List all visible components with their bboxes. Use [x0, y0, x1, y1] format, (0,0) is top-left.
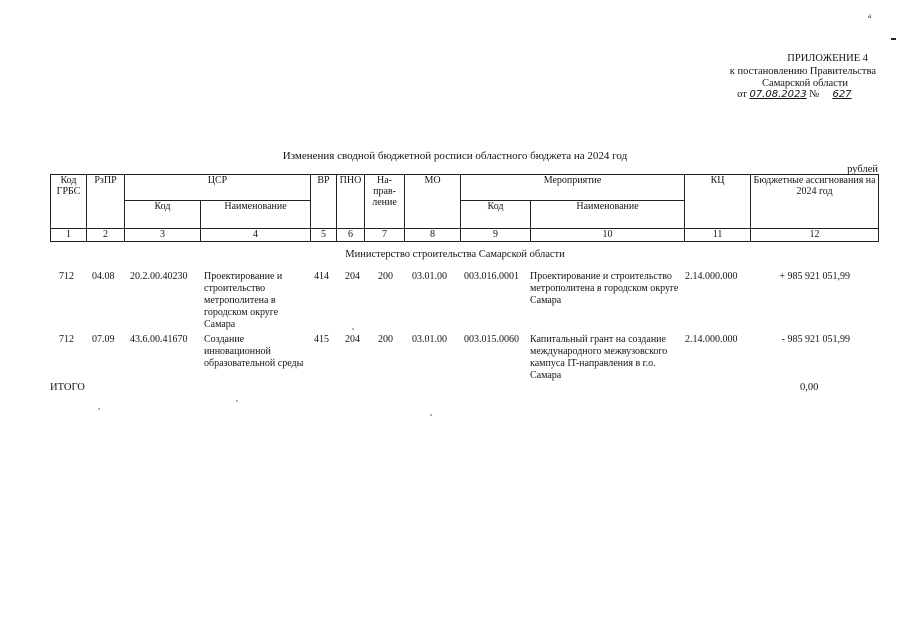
appendix-line2: к постановлению Правительства	[729, 66, 876, 77]
col-pno: ПНО	[337, 175, 365, 229]
cell-mo: 03.01.00	[412, 334, 447, 345]
col-number: 4	[201, 229, 311, 242]
unit-label: рублей	[847, 164, 878, 175]
cell-napr: 200	[378, 334, 393, 345]
col-csr-name: Наименование	[201, 201, 311, 229]
appendix-date-line	[737, 89, 862, 101]
cell-grbs: 712	[59, 271, 74, 282]
cell-mer-name: Проектирование и строительство метрополитена в городском округе Самара	[530, 271, 679, 306]
cell-csr-name: Создание инновационной образовательной среды	[204, 334, 304, 369]
col-budget: Бюджетные ассигнования на 2024 год	[751, 175, 879, 229]
scan-mark	[891, 38, 896, 40]
col-mo: МО	[405, 175, 461, 229]
col-number: 2	[87, 229, 125, 242]
scan-speck	[98, 408, 100, 410]
cell-vr: 415	[314, 334, 329, 345]
corner-mark: а	[868, 12, 872, 20]
col-number: 3	[125, 229, 201, 242]
col-number: 8	[405, 229, 461, 242]
col-number: 12	[751, 229, 879, 242]
col-csr: ЦСР	[125, 175, 311, 201]
date-prefix: от	[737, 89, 747, 100]
total-label: ИТОГО	[50, 382, 85, 393]
cell-rzpr: 07.09	[92, 334, 115, 345]
cell-napr: 200	[378, 271, 393, 282]
cell-amount: + 985 921 051,99	[779, 271, 850, 282]
appendix-line3: Самарской области	[762, 78, 848, 89]
cell-mer-kod: 003.015.0060	[464, 334, 519, 345]
cell-amount: - 985 921 051,99	[781, 334, 850, 345]
col-vr: ВР	[311, 175, 337, 229]
col-number: 10	[531, 229, 685, 242]
table-row	[0, 271, 910, 331]
cell-mo: 03.01.00	[412, 271, 447, 282]
ministry-heading: Министерство строительства Самарской области	[345, 249, 565, 260]
number-prefix: №	[809, 89, 820, 100]
col-kod-grbs: Код ГРБС	[51, 175, 87, 229]
col-napravlenie: На-прав-ление	[365, 175, 405, 229]
handwritten-date: 07.08.2023	[749, 89, 807, 100]
cell-grbs: 712	[59, 334, 74, 345]
cell-csr-name: Проектирование и строительство метрополитена в городском округе Самара	[204, 271, 283, 330]
appendix-title: ПРИЛОЖЕНИЕ 4	[787, 53, 868, 64]
cell-pno: 204	[345, 271, 360, 282]
cell-kc: 2.14.000.000	[685, 271, 738, 282]
col-meropriyatie: Мероприятие	[461, 175, 685, 201]
col-csr-kod: Код	[125, 201, 201, 229]
cell-pno: 204	[345, 334, 360, 345]
cell-mer-kod: 003.016.0001	[464, 271, 519, 282]
document-title: Изменения сводной бюджетной росписи областного бюджета на 2024 год	[282, 150, 628, 162]
cell-csr-kod: 20.2.00.40230	[130, 271, 188, 282]
col-mer-name: Наименование	[531, 201, 685, 229]
scan-speck	[430, 414, 432, 416]
col-kc: КЦ	[685, 175, 751, 229]
handwritten-number: 627	[832, 89, 852, 100]
col-number: 7	[365, 229, 405, 242]
cell-csr-kod: 43.6.00.41670	[130, 334, 188, 345]
col-number: 5	[311, 229, 337, 242]
header-table	[50, 174, 879, 242]
scan-speck	[236, 400, 238, 402]
total-value: 0,00	[800, 382, 819, 393]
col-number: 1	[51, 229, 87, 242]
scan-speck	[352, 328, 354, 330]
col-number: 9	[461, 229, 531, 242]
table-row	[0, 334, 910, 382]
col-number: 11	[685, 229, 751, 242]
cell-kc: 2.14.000.000	[685, 334, 738, 345]
col-mer-kod: Код	[461, 201, 531, 229]
col-rzpr: РзПР	[87, 175, 125, 229]
col-number: 6	[337, 229, 365, 242]
cell-mer-name: Капитальный грант на создание международного межвузовского кампуса IT-направления в г.о. Самара	[530, 334, 668, 381]
cell-rzpr: 04.08	[92, 271, 115, 282]
cell-vr: 414	[314, 271, 329, 282]
